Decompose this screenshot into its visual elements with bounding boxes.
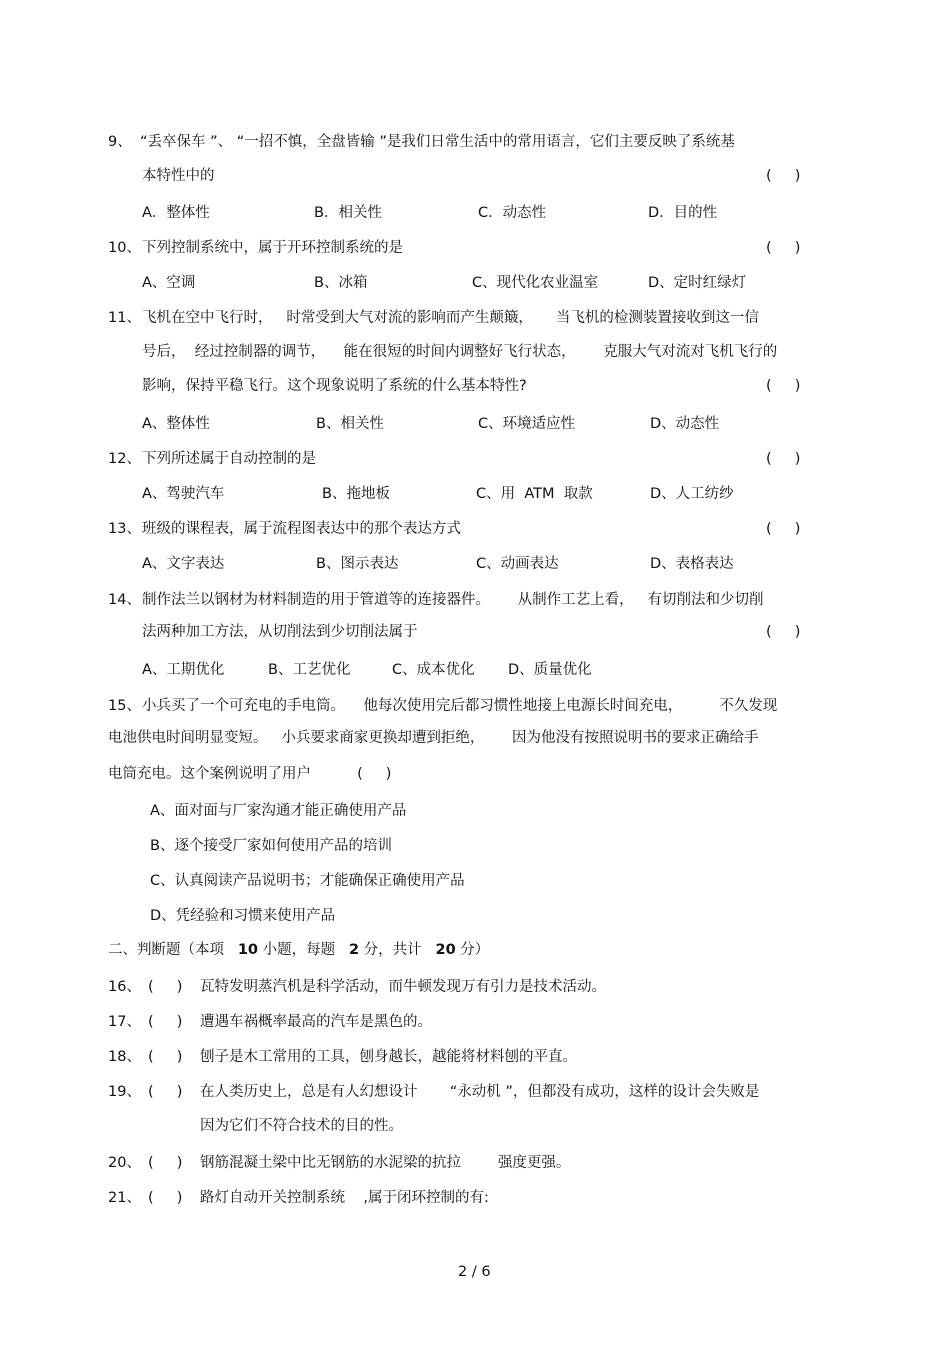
option: D、表格表达: [650, 556, 734, 572]
option: D．目的性: [648, 205, 718, 221]
answer-bracket: ( ): [148, 1014, 183, 1030]
section-heading-text: 分，共计: [359, 942, 436, 958]
section-heading-text: 二、判断题（本项: [108, 942, 238, 958]
option: C、成本优化: [392, 662, 475, 678]
question-text: 电筒充电。这个案例说明了用户 ( ): [108, 766, 392, 782]
option: C、认真阅读产品说明书；才能确保正确使用产品: [150, 873, 465, 889]
section-heading-text: 分）: [455, 942, 490, 958]
option: B、图示表达: [316, 556, 399, 572]
question-text: 瓦特发明蒸汽机是科学活动，而牛顿发现万有引力是技术活动。: [200, 979, 606, 995]
option: A、驾驶汽车: [142, 486, 225, 502]
answer-bracket: ( ): [148, 979, 183, 995]
question-number: 13、: [108, 521, 141, 537]
option: B．相关性: [314, 205, 382, 221]
option: A、文字表达: [142, 556, 225, 572]
question-text: 因为它们不符合技术的目的性。: [200, 1118, 403, 1134]
section-heading-text: 小题，每题: [258, 942, 349, 958]
answer-bracket: ( ): [148, 1084, 183, 1100]
answer-bracket: ( ): [766, 168, 801, 184]
answer-bracket: ( ): [766, 240, 801, 256]
option: D、人工纺纱: [650, 486, 734, 502]
question-count: 10: [237, 942, 259, 958]
option: A、空调: [142, 275, 196, 291]
section-heading: [108, 940, 489, 960]
question-number: 20、: [108, 1155, 141, 1171]
option: B、冰箱: [314, 275, 368, 291]
option: D、定时红绿灯: [648, 275, 747, 291]
question-text: 下列所述属于自动控制的是: [142, 451, 316, 467]
question-number: 19、: [108, 1084, 141, 1100]
option: A、面对面与厂家沟通才能正确使用产品: [150, 803, 407, 819]
question-number: 16、: [108, 979, 141, 995]
option: C、用 ATM 取款: [476, 486, 593, 502]
answer-bracket: ( ): [766, 521, 801, 537]
question-text: 制作法兰以钢材为材料制造的用于管道等的连接器件。 从制作工艺上看， 有切削法和少切削: [142, 592, 764, 608]
question-text: 法两种加工方法，从切削法到少切削法属于: [142, 624, 418, 640]
option: C、现代化农业温室: [472, 275, 599, 291]
page-number: 2 / 6: [458, 1264, 491, 1280]
option: B、逐个接受厂家如何使用产品的培训: [150, 838, 392, 854]
option: D、动态性: [650, 416, 720, 432]
total-points: 20: [435, 942, 456, 958]
option: B、相关性: [316, 416, 384, 432]
option: D、质量优化: [508, 662, 592, 678]
question-text: 遭遇车祸概率最高的汽车是黑色的。: [200, 1014, 432, 1030]
option: C、环境适应性: [478, 416, 576, 432]
question-number: 9、: [108, 134, 132, 150]
question-text: 班级的课程表，属于流程图表达中的那个表达方式: [142, 521, 461, 537]
question-number: 10、: [108, 240, 141, 256]
answer-bracket: ( ): [766, 624, 801, 640]
question-text: 刨子是木工常用的工具，刨身越长，越能将材料刨的平直。: [200, 1049, 577, 1065]
question-text: “丢卒保车 ”、 “一招不慎，全盘皆输 ”是我们日常生活中的常用语言，它们主要反映了系统基: [140, 134, 735, 150]
option: B、工艺优化: [268, 662, 351, 678]
question-text: 在人类历史上，总是有人幻想设计 “永动机 ”，但都没有成功，这样的设计会失败是: [200, 1084, 760, 1100]
question-text: 号后， 经过控制器的调节， 能在很短的时间内调整好飞行状态， 克服大气对流对飞机飞行的: [142, 344, 778, 360]
question-text: 路灯自动开关控制系统 ,属于闭环控制的有:: [200, 1190, 489, 1206]
answer-bracket: ( ): [148, 1155, 183, 1171]
question-number: 21、: [108, 1190, 141, 1206]
points-per-question: 2: [348, 942, 360, 958]
question-number: 15、: [108, 698, 141, 714]
question-text: 本特性中的: [142, 168, 215, 184]
option: A、工期优化: [142, 662, 225, 678]
option: A．整体性: [142, 205, 210, 221]
answer-bracket: ( ): [766, 378, 801, 394]
question-number: 14、: [108, 592, 141, 608]
option: D、凭经验和习惯来使用产品: [150, 908, 336, 924]
question-text: 小兵买了一个可充电的手电筒。 他每次使用完后都习惯性地接上电源长时间充电， 不久发现: [142, 698, 778, 714]
option: B、拖地板: [322, 486, 390, 502]
option: A、整体性: [142, 416, 210, 432]
question-text: 钢筋混凝土梁中比无钢筋的水泥梁的抗拉 强度更强。: [200, 1155, 571, 1171]
question-number: 11、: [108, 310, 141, 326]
question-text: 影响，保持平稳飞行。这个现象说明了系统的什么基本特性?: [142, 378, 527, 394]
answer-bracket: ( ): [766, 451, 801, 467]
question-number: 12、: [108, 451, 141, 467]
answer-bracket: ( ): [148, 1049, 183, 1065]
question-text: 电池供电时间明显变短。 小兵要求商家更换却遭到拒绝， 因为他没有按照说明书的要求正确给手: [108, 730, 759, 746]
question-text: 下列控制系统中，属于开环控制系统的是: [142, 240, 403, 256]
option: C．动态性: [478, 205, 547, 221]
answer-bracket: ( ): [148, 1190, 183, 1206]
question-text: 飞机在空中飞行时， 时常受到大气对流的影响而产生颠簸， 当飞机的检测装置接收到这一信: [142, 310, 759, 326]
question-number: 17、: [108, 1014, 141, 1030]
option: C、动画表达: [476, 556, 559, 572]
question-number: 18、: [108, 1049, 141, 1065]
